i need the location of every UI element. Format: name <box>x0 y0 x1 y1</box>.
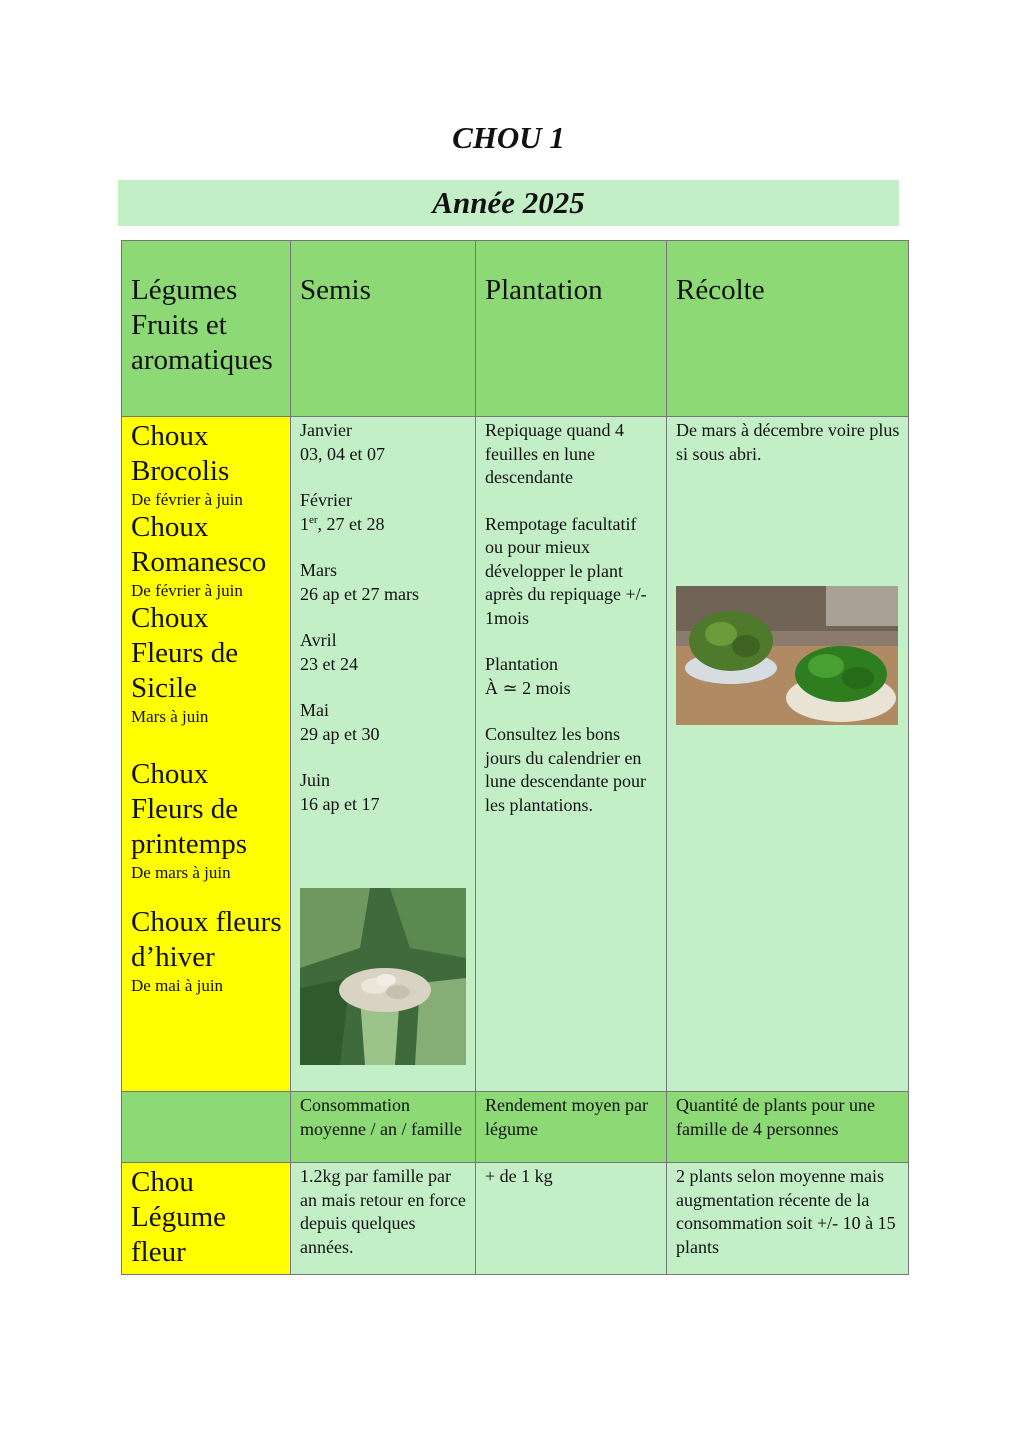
main-row <box>122 417 909 1092</box>
semis-days-prefix: 1 <box>300 513 309 534</box>
semis-days: 26 ap et 27 mars <box>300 583 419 604</box>
variety-name: Choux Fleurs de Sicile <box>131 602 239 704</box>
cauliflower-photo <box>300 888 466 1065</box>
calendar-table <box>121 240 909 1275</box>
summary-name-cell <box>122 1163 291 1275</box>
plantation-text <box>485 653 658 700</box>
variety-period: De mai à juin <box>131 976 224 995</box>
stats-header-row <box>122 1092 909 1163</box>
plantation-text: Consultez les bons jours du calendrier en lune descendante pour les plantations. <box>485 724 646 815</box>
plantation-text: Rempotage facultatif ou pour mieux développer le plant après du repiquage +/- 1mois <box>485 513 647 628</box>
plantation-line: Plantation <box>485 654 558 674</box>
semis-month: Mai <box>300 700 329 720</box>
semis-cell <box>291 417 476 1092</box>
header-row <box>122 241 909 417</box>
semis-days-superscript: er <box>309 513 318 526</box>
header-plantation: Plantation <box>476 241 667 417</box>
year-banner: Année 2025 <box>118 180 899 226</box>
semis-month: Juin <box>300 770 331 790</box>
stats-consommation-header: Consommation moyenne / an / famille <box>291 1092 476 1163</box>
semis-days: 03, 04 et 07 <box>300 443 385 464</box>
variety-name: Choux Brocolis <box>131 420 230 487</box>
broccoli-photo <box>676 586 898 725</box>
semis-entry <box>300 699 467 746</box>
page-title: CHOU 1 <box>452 120 565 155</box>
semis-days: 23 et 24 <box>300 653 358 674</box>
header-vegetables: Légumes Fruits et aromatiques <box>122 241 291 417</box>
semis-month: Avril <box>300 630 337 650</box>
plantation-cell <box>476 417 667 1092</box>
semis-entry <box>300 559 467 606</box>
varieties-cell <box>122 417 291 1092</box>
variety-name: Choux Romanesco <box>131 511 267 578</box>
semis-days: , 27 et 28 <box>317 513 385 534</box>
semis-entry <box>300 419 467 466</box>
variety-period: De février à juin <box>131 581 243 600</box>
summary-row <box>122 1163 909 1275</box>
semis-month: Mars <box>300 560 337 580</box>
plantation-line: À ≃ 2 mois <box>485 677 571 698</box>
recolte-text: De mars à décembre voire plus si sous abri. <box>676 420 900 464</box>
variety-period: De mars à juin <box>131 863 231 882</box>
header-recolte: Récolte <box>667 241 909 417</box>
variety-name: Choux Fleurs de printemps <box>131 758 247 860</box>
header-semis: Semis <box>291 241 476 417</box>
stats-quantite-header: Quantité de plants pour une famille de 4 personnes <box>667 1092 909 1163</box>
semis-entry <box>300 629 467 676</box>
semis-month: Janvier <box>300 420 352 440</box>
summary-name: Chou Légume fleur <box>131 1166 227 1268</box>
semis-month: Février <box>300 490 352 510</box>
variety-period: De février à juin <box>131 490 243 509</box>
variety-period: Mars à juin <box>131 707 209 726</box>
semis-entry <box>300 489 467 536</box>
semis-days: 29 ap et 30 <box>300 723 380 744</box>
summary-consommation: 1.2kg par famille par an mais retour en force depuis quelques années. <box>291 1163 476 1275</box>
stats-rendement-header: Rendement moyen par légume <box>476 1092 667 1163</box>
plantation-text: Repiquage quand 4 feuilles en lune descendante <box>485 420 624 487</box>
summary-rendement: + de 1 kg <box>476 1163 667 1275</box>
stats-empty-cell <box>122 1092 291 1163</box>
variety-name: Choux fleurs d’hiver <box>131 906 282 973</box>
summary-quantite: 2 plants selon moyenne mais augmentation récente de la consommation soit +/- 10 à 15 plants <box>667 1163 909 1275</box>
recolte-cell <box>667 417 909 1092</box>
semis-entry <box>300 769 467 816</box>
semis-days: 16 ap et 17 <box>300 793 380 814</box>
